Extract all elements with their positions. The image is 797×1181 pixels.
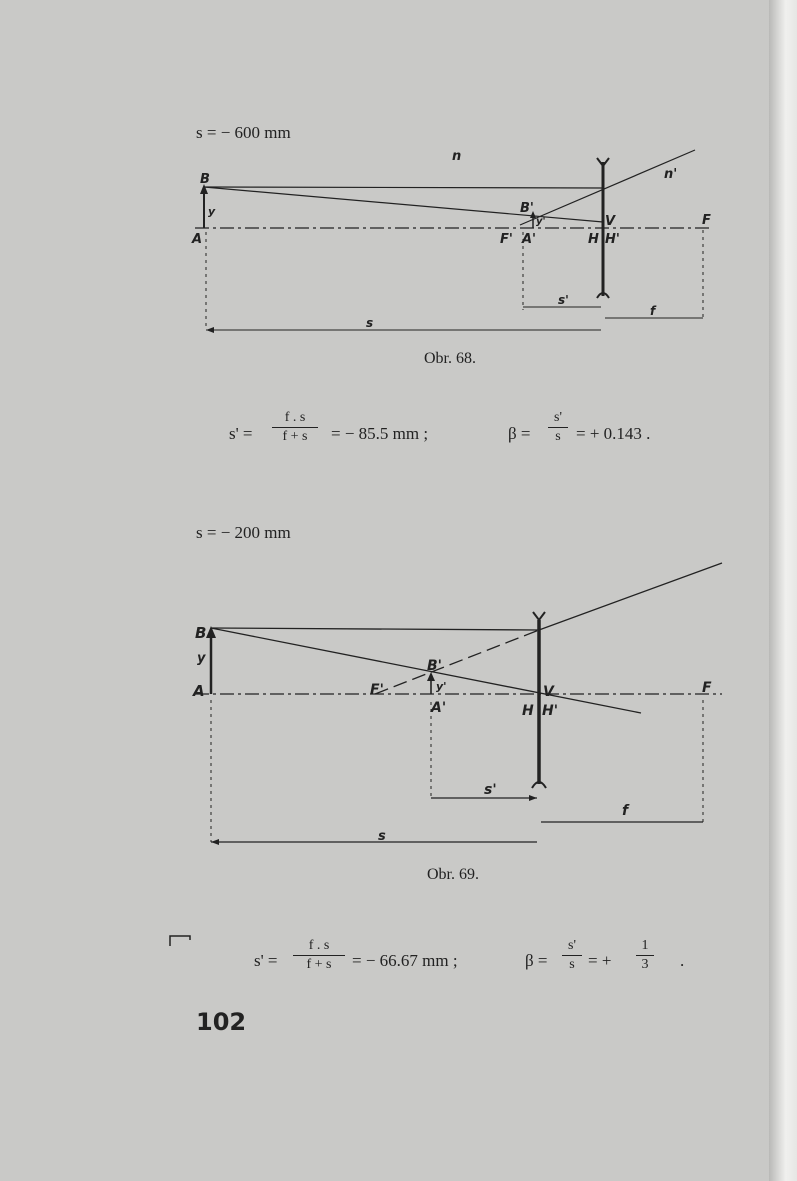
fig69-beta-num: s' <box>568 938 576 953</box>
fig69-third-bar <box>636 955 654 956</box>
fig69-label-B: B <box>195 624 207 642</box>
fig69-s-prime-lhs: s' = <box>254 951 278 970</box>
fig69-label-s: s <box>378 829 386 844</box>
fig68-beta-value: = + 0.143 . <box>576 424 651 443</box>
fig68-s-prime-lhs: s' = <box>229 424 253 443</box>
fig68-label-A: A <box>192 232 203 247</box>
fig68-beta-num: s' <box>554 410 562 425</box>
fig69-value: = − 66.67 mm ; <box>352 951 458 970</box>
fig69-beta-fraction <box>562 938 582 973</box>
fig69-fraction-den: f + s <box>306 957 332 972</box>
fig68-fraction-num: f . s <box>284 410 306 425</box>
fig69-diagram <box>0 540 797 870</box>
fig68-caption: Obr. 68. <box>424 350 476 367</box>
fig68-value: = − 85.5 mm ; <box>331 424 429 443</box>
fig68-fraction-den: f + s <box>282 429 308 444</box>
fig68-diagram <box>0 0 797 360</box>
fig68-label-H-prime: H' <box>605 232 620 247</box>
fig68-given: s = − 600 mm <box>196 123 291 142</box>
fig68-label-s-prime: s' <box>558 293 569 307</box>
fig68-label-s: s <box>366 316 374 330</box>
fig69-given: s = − 200 mm <box>196 523 291 542</box>
fig68-label-f: f <box>650 304 656 318</box>
fig68-label-F-prime: F' <box>500 232 513 247</box>
fig68-label-F: F <box>702 213 711 228</box>
fig69-label-s-prime: s' <box>484 782 497 798</box>
fig69-label-y-prime: y' <box>436 680 447 693</box>
fig69-beta-lhs: β = <box>525 951 548 970</box>
fig68-label-V: V <box>605 214 616 229</box>
fig68-fraction <box>272 410 318 445</box>
fig68-label-A-prime: A' <box>522 232 537 247</box>
margin-bracket-mark <box>168 934 194 948</box>
fig69-fraction <box>293 938 345 973</box>
fig69-third-den: 3 <box>641 957 649 972</box>
fig69-third-num: 1 <box>641 938 649 953</box>
page-number: 102 <box>196 1008 247 1036</box>
fig68-beta-bar <box>548 427 568 428</box>
fig68-label-n: n <box>452 149 462 164</box>
fig68-label-y: y <box>208 205 216 218</box>
fig69-tail: . <box>680 951 685 970</box>
fig68-label-B: B <box>200 172 210 187</box>
fig69-label-f: f <box>622 803 629 819</box>
fig69-fraction-bar <box>293 955 345 956</box>
fig69-fraction-num: f . s <box>308 938 330 953</box>
fig69-label-A: A <box>193 682 205 700</box>
fig69-beta-bar <box>562 955 582 956</box>
fig69-label-y: y <box>197 651 206 666</box>
fig69-label-A-prime: A' <box>431 700 447 716</box>
fig68-beta-lhs: β = <box>508 424 531 443</box>
fig69-caption: Obr. 69. <box>427 866 479 883</box>
fig69-label-H-prime: H' <box>542 703 559 719</box>
fig68-fraction-bar <box>272 427 318 428</box>
fig69-beta-den: s <box>569 957 575 972</box>
fig68-beta-den: s <box>555 429 561 444</box>
fig68-label-y-prime: y' <box>536 216 546 227</box>
fig69-label-B-prime: B' <box>427 658 442 674</box>
fig69-beta-eq: = + <box>588 951 612 970</box>
fig68-label-n-prime: n' <box>664 167 678 182</box>
fig68-beta-fraction <box>548 410 568 445</box>
fig69-label-F-prime: F' <box>370 682 384 698</box>
fig68-label-H: H <box>588 232 599 247</box>
fig69-label-H: H <box>522 703 534 719</box>
fig69-label-V: V <box>543 684 554 700</box>
fig69-label-F: F <box>702 680 712 696</box>
fig69-third-fraction <box>636 938 654 973</box>
fig68-label-B-prime: B' <box>520 201 534 216</box>
